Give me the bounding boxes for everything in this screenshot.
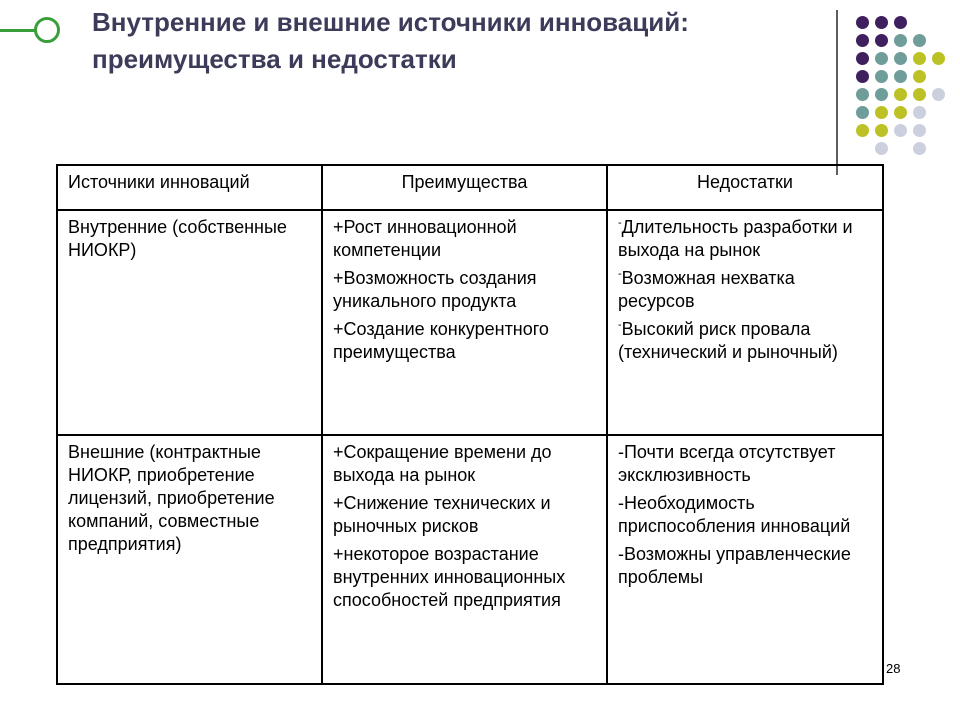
dot — [894, 52, 907, 65]
dot — [932, 88, 945, 101]
list-item: -Необходимость приспособления инноваций — [618, 493, 851, 536]
dot — [856, 124, 869, 137]
list-item: -Длительность разработки и выхода на рынок — [618, 217, 853, 260]
dot — [856, 52, 869, 65]
table-header-row — [57, 165, 883, 210]
dot — [913, 52, 926, 65]
header-disadvantages: Недостатки — [607, 165, 883, 210]
header-sources: Источники инноваций — [57, 165, 322, 210]
list-item: -Возможны управленческие проблемы — [618, 544, 851, 587]
list-item: -Высокий риск провала (технический и рыночный) — [618, 319, 838, 362]
dot — [856, 70, 869, 83]
dot — [894, 106, 907, 119]
decorative-vertical-line — [836, 10, 838, 175]
dot — [856, 106, 869, 119]
title-line-2: преимущества и недостатки — [92, 44, 457, 74]
dot — [913, 106, 926, 119]
list-item: -Возможная нехватка ресурсов — [618, 268, 795, 311]
slide-title — [92, 4, 832, 78]
dot — [856, 16, 869, 29]
cell-source-external: Внешние (контрактные НИОКР, приобретение лицензий, приобретение компаний, совместные предприятия) — [57, 435, 322, 684]
dot — [875, 106, 888, 119]
cell-advantages-internal — [322, 210, 607, 435]
list-item: +Создание конкурентного преимущества — [333, 319, 549, 362]
dot — [913, 142, 926, 155]
dot — [894, 70, 907, 83]
list-item: +некоторое возрастание внутренних инновационных способностей предприятия — [333, 544, 566, 610]
dot — [856, 34, 869, 47]
dot — [894, 88, 907, 101]
decorative-green-circle — [34, 17, 60, 43]
cell-disadvantages-internal — [607, 210, 883, 435]
dot — [875, 124, 888, 137]
table-row-external — [57, 435, 883, 684]
innovation-sources-table — [56, 164, 884, 685]
title-line-1: Внутренние и внешние источники инноваций: — [92, 7, 689, 37]
dot — [894, 124, 907, 137]
dot — [875, 52, 888, 65]
list-item: -Почти всегда отсутствует эксклюзивность — [618, 442, 836, 485]
page-number: 28 — [886, 661, 901, 676]
table-row-internal — [57, 210, 883, 435]
dot — [913, 70, 926, 83]
minus-marker: - — [618, 268, 622, 280]
dot — [913, 88, 926, 101]
list-item: +Возможность создания уникального продукта — [333, 268, 537, 311]
cell-source-internal: Внутренние (собственные НИОКР) — [57, 210, 322, 435]
dot — [875, 70, 888, 83]
list-item: +Снижение технических и рыночных рисков — [333, 493, 551, 536]
dot — [932, 52, 945, 65]
dot — [856, 88, 869, 101]
header-advantages: Преимущества — [322, 165, 607, 210]
minus-marker: - — [618, 217, 622, 229]
dot — [894, 34, 907, 47]
cell-disadvantages-external — [607, 435, 883, 684]
cell-advantages-external — [322, 435, 607, 684]
dot — [875, 34, 888, 47]
dot — [875, 88, 888, 101]
dot — [913, 34, 926, 47]
dot — [913, 124, 926, 137]
dot — [875, 142, 888, 155]
dot — [875, 16, 888, 29]
list-item: +Сокращение времени до выхода на рынок — [333, 442, 552, 485]
dot — [894, 16, 907, 29]
minus-marker: - — [618, 319, 622, 331]
list-item: +Рост инновационной компетенции — [333, 217, 517, 260]
